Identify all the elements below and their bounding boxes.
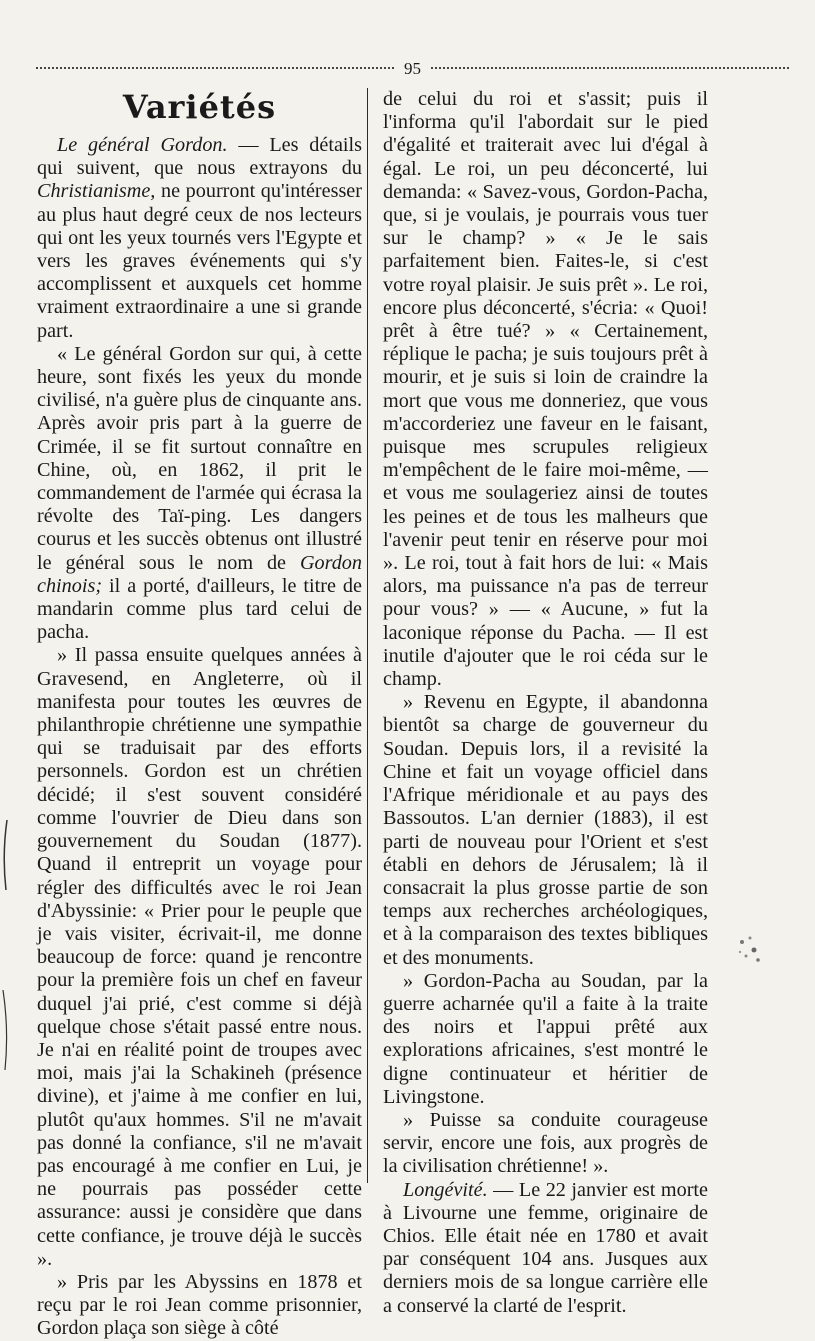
header-rule-right — [431, 67, 789, 69]
right-column — [383, 88, 708, 1318]
left-column — [37, 88, 362, 1341]
margin-mark-icon — [0, 990, 12, 1070]
article-title-longevite: Longévité. — [403, 1178, 488, 1201]
paragraph-gravesend: » Il passa ensuite quelques années à Gravesend, en Angleterre, où il manifesta pour toutes les œuvres de philanthropie chrétienne une sympathie qui se traduisait par des efforts personnels. Gordon est un chrétien décidé; il s'est souvent considéré comme l'ouvrier de Dieu dans son gouvernement du Soudan (1877). Quand il entreprit un voyage pour régler des difficultés avec le roi Jean d'Abyssinie: « Prier pour le peuple que je vais visiter, écrivait-il, me donne beaucoup de force: quand je rencontre pour la première fois un chef en faveur duquel j'ai prié, c'est comme si déjà quelque chose s'était passé entre nous. Je n'ai en réalité point de troupes avec moi, mais j'ai la Schakineh (présence divine), et j'aime à me confier en lui, plutôt qu'aux hommes. S'il ne m'avait pas donné la confiance, s'il ne m'avait pas encouragé à me confier en Lui, je ne pourrais pas posséder cette assurance: aussi je considère que dans cette confiance, je trouve déjà le succès ». — [37, 644, 362, 1270]
section-heading: Variétés — [122, 88, 277, 126]
article-title-gordon: Le général Gordon. — [57, 134, 228, 156]
paragraph-abyssins: » Pris par les Abyssins en 1878 et reçu par le roi Jean comme prisonnier, Gordon plaça son siège à côté — [37, 1270, 362, 1340]
intro-text-b: ne pourront qu'intéresser au plus haut degré ceux de nos lecteurs qui ont les yeux tournés vers l'Egypte et vers les graves événements qui s'y accomplissent et auxquels cet homme vraiment extraordinaire a une si grande part. — [37, 180, 362, 342]
source-christianisme: Christianisme, — [37, 180, 156, 203]
paragraph-longevite — [383, 1179, 708, 1318]
paragraph-soudan: » Gordon-Pacha au Soudan, par la guerre acharnée qu'il a faite à la traite des noirs et l'appui prêté aux explorations africaines, s'est montré le digne continuateur et héritier de Livingstone. — [383, 969, 708, 1108]
column-divider — [367, 88, 368, 1183]
margin-mark-icon — [0, 820, 12, 890]
longevite-text: — Le 22 janvier est morte à Livourne une femme, originaire de Chios. Elle était née en 1780 et avait par conséquent 104 ans. Jusques aux derniers mois de sa longue carrière elle a conservé la clarté de l'esprit. — [383, 1178, 708, 1317]
header-rule-left — [36, 67, 394, 69]
paragraph-career — [37, 343, 362, 645]
paragraph-egypte: » Revenu en Egypte, il abandonna bientôt sa charge de gouverneur du Soudan. Depuis lors, il a revisité la Chine et fait un voyage officiel dans l'Afrique méridionale et au pays des Bassoutos. L'an dernier (1883), il est parti de nouveau pour l'Orient et s'est établi en dehors de Jérusalem; là il consacrait la plus grosse partie de son temps aux recherches archéologiques, et à la comparaison des textes bibliques et des monuments. — [383, 691, 708, 969]
career-text-a: « Le général Gordon sur qui, à cette heure, sont fixés les yeux du monde civilisé, n'a guère plus de cinquante ans. Après avoir pris part à la guerre de Crimée, il se fit surtout connaître en Chine, où, en 1862, il prit le commandement de l'armée qui écrasa la révolte des Taï-ping. Les dangers courus et les succès obtenus ont illustré le général sous le nom de — [37, 342, 362, 574]
page-number: 95 — [404, 58, 421, 78]
ink-smudge-icon — [732, 930, 768, 970]
paragraph-roi-jean: de celui du roi et s'assit; puis il l'informa qu'il l'abordait sur le pied d'égalité et traiterait avec lui d'égal à égal. Le roi, un peu déconcerté, lui demanda: « Savez-vous, Gordon-Pacha, que, si je voulais, je pourrais vous tuer sur le champ? » « Je le sais parfaitement bien. Faites-le, si c'est votre royal plaisir. Je suis prêt ». Le roi, encore plus déconcerté, s'écria: « Quoi! prêt à être tué? » « Certainement, réplique le pacha; je suis toujours prêt à mourir, et je suis si loin de craindre la mort que vous me donneriez, que vous m'accorderiez une faveur en le faisant, puisque mes scrupules religieux m'empêchent de le faire moi-même, — et vous me soulageriez ainsi de toutes les peines et de tous les malheurs que l'avenir peut tenir en réserve pour moi ». Le roi, tout à fait hors de lui: « Mais alors, ma puissance n'a pas de terreur pour vous? » — « Aucune, » fut la laconique réponse du Pacha. — Il est inutile d'ajouter que le roi céda sur le champ. — [383, 88, 708, 691]
page-header — [36, 56, 789, 80]
gordon-chinois: Gordon chinois; — [37, 551, 362, 597]
career-text-b: il a porté, d'ailleurs, le titre de mandarin comme plus tard celui de pacha. — [37, 574, 362, 644]
paragraph-conduite: » Puisse sa conduite courageuse servir, encore une fois, aux progrès de la civilisation chrétienne! ». — [383, 1108, 708, 1178]
intro-text-a: — Les détails qui suivent, que nous extrayons du — [37, 134, 362, 180]
paragraph-intro — [37, 134, 362, 343]
